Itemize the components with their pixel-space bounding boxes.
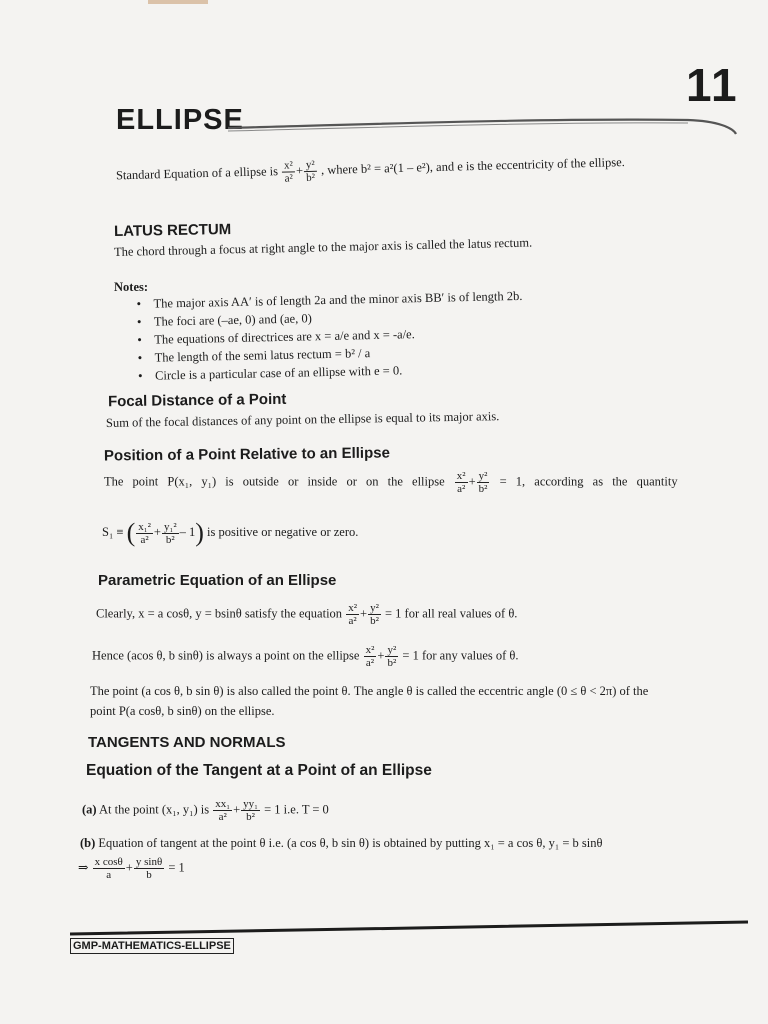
notes-label: Notes: [114, 280, 149, 294]
right-paren: ) [195, 518, 204, 547]
focal-distance-text: Sum of the focal distances of any point on the ellipse is equal to its major axis. [105, 409, 500, 430]
parametric-line2-lead: Hence (acos θ, b sinθ) is always a point on the ellipse [92, 648, 360, 663]
parametric-line1-lead: Clearly, x = a cosθ, y = bsinθ satisfy the equation [96, 606, 343, 621]
tangent-subheading: Equation of the Tangent at a Point of an Ellipse [86, 762, 432, 779]
x2-over-a2-fraction: $\frac{\text{x²}}{\text{a²}}$ [365, 644, 375, 669]
position-line1-tail: = 1, according as the quantity [499, 474, 678, 489]
latus-rectum-heading: LATUS RECTUM [113, 220, 232, 241]
latus-rectum-text: The chord through a focus at right angle to the major axis is called the latus rectum. [113, 235, 533, 259]
y2-over-b2-fraction: $\frac{\text{y²}}{\text{b²}}$ [305, 158, 316, 185]
tangent-part-b [80, 836, 602, 851]
final-tail: = 1 [168, 860, 185, 875]
x2-over-a2-fraction: $\frac{\text{x²}}{\text{a²}}$ [456, 470, 466, 495]
x1sq-over-a2-fraction: $\frac{\text{x₁²}}{\text{a²}}$ [138, 520, 151, 546]
standard-equation-line: Standard Equation of a ellipse is $\frac{\text{x²}}{\text{a²}}$ + $\frac{\text{y²}}{\text{b²}}$ , where b² = a²(1 – e²), and e is the eccentricity of the ellipse. [115, 155, 625, 185]
parametric-line1-tail: = 1 for all real values of θ. [385, 606, 518, 621]
note-text: The foci are (–ae, 0) and (ae, 0) [153, 311, 312, 329]
parametric-line2-tail: = 1 for any values of θ. [402, 648, 519, 663]
focal-distance-heading: Focal Distance of a Point [107, 390, 287, 411]
footer-rule [70, 918, 750, 938]
left-paren: ( [126, 518, 136, 547]
parametric-line4: point P(a cosθ, b sinθ) on the ellipse. [90, 704, 275, 718]
y2-over-b2-fraction: $\frac{\text{y²}}{\text{b²}}$ [387, 644, 397, 669]
ysin-over-b-fraction: $\frac{\text{y sinθ}}{b}$ [135, 856, 163, 881]
parametric-heading: Parametric Equation of an Ellipse [98, 572, 337, 589]
tangents-heading: TANGENTS AND NORMALS [88, 734, 286, 751]
title-underline [228, 112, 738, 138]
standard-equation-lead: Standard Equation of a ellipse is [115, 164, 279, 183]
footer-label: GMP-MATHEMATICS-ELLIPSE [70, 938, 234, 954]
s1-tail: is positive or negative or zero. [207, 524, 359, 539]
tangent-final-equation: ⇒ $\frac{\text{x cosθ}}{a}$ + $\frac{\text{y sinθ}}{b}$ = 1 [78, 856, 185, 881]
note-item: • Circle is a particular case of an ellipse with e = 0. [137, 363, 403, 383]
note-text: The length of the semi latus rectum = b² / a [154, 346, 371, 365]
note-item: • The equations of directrices are x = a/e and x = -a/e. [137, 327, 415, 347]
chapter-title: ELLIPSE [116, 104, 244, 136]
position-line1: The point P(x₁, y₁) is outside or inside or on the ellipse $\frac{\text{x²}}{\text{a²}}$ + $\frac{\text{y²}}{\text{b²}}$ = 1, according as the quantity [104, 470, 678, 495]
xcos-over-a-fraction: $\frac{\text{x cosθ}}{a}$ [94, 856, 123, 881]
y2-over-b2-fraction: $\frac{\text{y²}}{\text{b²}}$ [370, 602, 379, 627]
part-a-label: (a) [82, 802, 97, 817]
parametric-line2: Hence (acos θ, b sinθ) is always a point on the ellipse $\frac{\text{x²}}{\text{a²}}$ + $\frac{\text{y²}}{\text{b²}}$ = 1 for any values of θ. [92, 644, 519, 669]
position-heading: Position of a Point Relative to an Ellipse [103, 444, 390, 465]
note-item: • The major axis AA′ is of length 2a and the minor axis BB′ is of length 2b. [136, 288, 523, 311]
x2-over-a2-fraction: $\frac{\text{x²}}{\text{a²}}$ [348, 602, 357, 627]
part-a-tail: = 1 i.e. T = 0 [264, 802, 329, 817]
part-a-lead: At the point (x₁, y₁) is [99, 802, 210, 817]
note-item: • The foci are (–ae, 0) and (ae, 0) [136, 311, 312, 329]
xx1-over-a2-fraction: $\frac{\text{xx₁}}{\text{a²}}$ [215, 798, 231, 823]
y1sq-over-b2-fraction: $\frac{\text{y₁²}}{\text{b²}}$ [163, 520, 177, 546]
part-b-text: Equation of tangent at the point θ i.e. (a cos θ, b sin θ) is obtained by putting x₁ = a cos θ, y₁ = b sinθ [98, 836, 603, 850]
note-text: The equations of directrices are x = a/e and x = -a/e. [154, 327, 415, 347]
top-mark [148, 0, 208, 4]
parametric-line1: Clearly, x = a cosθ, y = bsinθ satisfy the equation $\frac{\text{x²}}{\text{a²}}$ + $\frac{\text{y²}}{\text{b²}}$ = 1 for all real values of θ. [96, 602, 518, 627]
s1-lead: S₁ ≡ [102, 524, 124, 539]
part-b-label: (b) [80, 836, 96, 850]
standard-equation-tail: , where b² = a²(1 – e²), and e is the eccentricity of the ellipse. [320, 155, 625, 178]
note-text: Circle is a particular case of an ellipse with e = 0. [154, 363, 403, 383]
note-item: • The length of the semi latus rectum = b² / a [137, 346, 371, 365]
parametric-line3: The point (a cos θ, b sin θ) is also called the point θ. The angle θ is called the eccentric angle (0 ≤ θ < 2π) of the [90, 684, 649, 698]
chapter-number: 11 [686, 59, 739, 111]
note-text: The major axis AA′ is of length 2a and the minor axis BB′ is of length 2b. [153, 288, 523, 311]
yy1-over-b2-fraction: $\frac{\text{yy₁}}{\text{b²}}$ [243, 798, 258, 823]
position-line1-lead: The point P(x₁, y₁) is outside or inside or on the ellipse [104, 474, 445, 489]
y2-over-b2-fraction: $\frac{\text{y²}}{\text{b²}}$ [478, 470, 488, 495]
s1-definition: S₁ ≡ ( $\frac{\text{x₁²}}{\text{a²}}$ + $\frac{\text{y₁²}}{\text{b²}}$ – 1) is positive or negative or zero. [102, 518, 359, 547]
implies-symbol: ⇒ [78, 860, 89, 875]
x2-over-a2-fraction: $\frac{\text{x²}}{\text{a²}}$ [283, 159, 294, 185]
tangent-part-a: (a) At the point (x₁, y₁) is $\frac{\text{xx₁}}{\text{a²}}$ + $\frac{\text{yy₁}}{\text{b²}}$ = 1 i.e. T = 0 [82, 798, 329, 823]
